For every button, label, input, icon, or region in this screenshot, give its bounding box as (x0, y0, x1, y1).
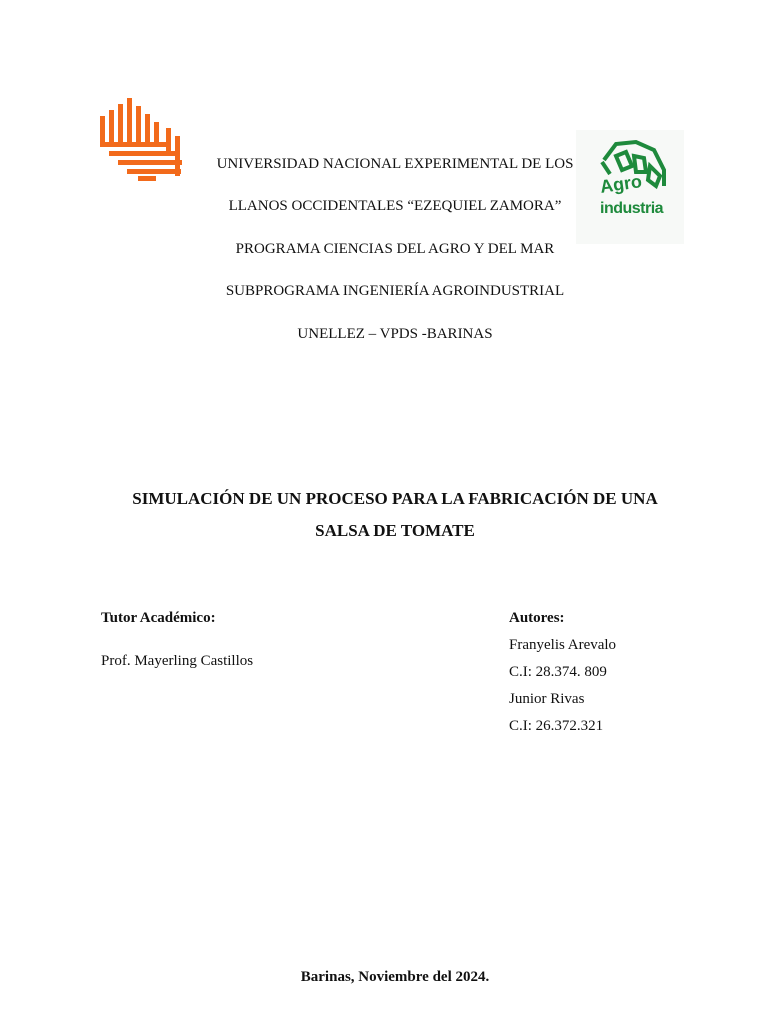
header-line-subprograma: SUBPROGRAMA INGENIERÍA AGROINDUSTRIAL (225, 283, 565, 299)
author-name-1: Franyelis Arevalo (509, 637, 617, 653)
document-title-line-2: SALSA DE TOMATE (315, 521, 475, 540)
tutor-label: Tutor Académico: (101, 610, 216, 626)
header-line-programa: PROGRAMA CIENCIAS DEL AGRO Y DEL MAR (235, 241, 555, 257)
author-ci-2: C.I: 26.372.321 (509, 718, 604, 734)
header-line-unellez: UNELLEZ – VPDS -BARINAS (297, 326, 493, 342)
document-title-line-1: SIMULACIÓN DE UN PROCESO PARA LA FABRICACIÓN DE UNA (132, 489, 658, 508)
header-line-llanos: LLANOS OCCIDENTALES “EZEQUIEL ZAMORA” (228, 198, 562, 214)
authors-label: Autores: (509, 610, 565, 626)
agroindustria-logo-text-top: Agro (598, 171, 644, 197)
unellez-logo-icon (100, 98, 184, 184)
agroindustria-logo-text-bottom: industria (600, 200, 664, 217)
author-name-2: Junior Rivas (509, 691, 585, 707)
agroindustria-logo (576, 130, 684, 244)
place-date: Barinas, Noviembre del 2024. (300, 969, 490, 985)
author-ci-1: C.I: 28.374. 809 (509, 664, 607, 680)
tutor-name: Prof. Mayerling Castillos (101, 653, 254, 669)
header-line-university: UNIVERSIDAD NACIONAL EXPERIMENTAL DE LOS (216, 156, 574, 172)
